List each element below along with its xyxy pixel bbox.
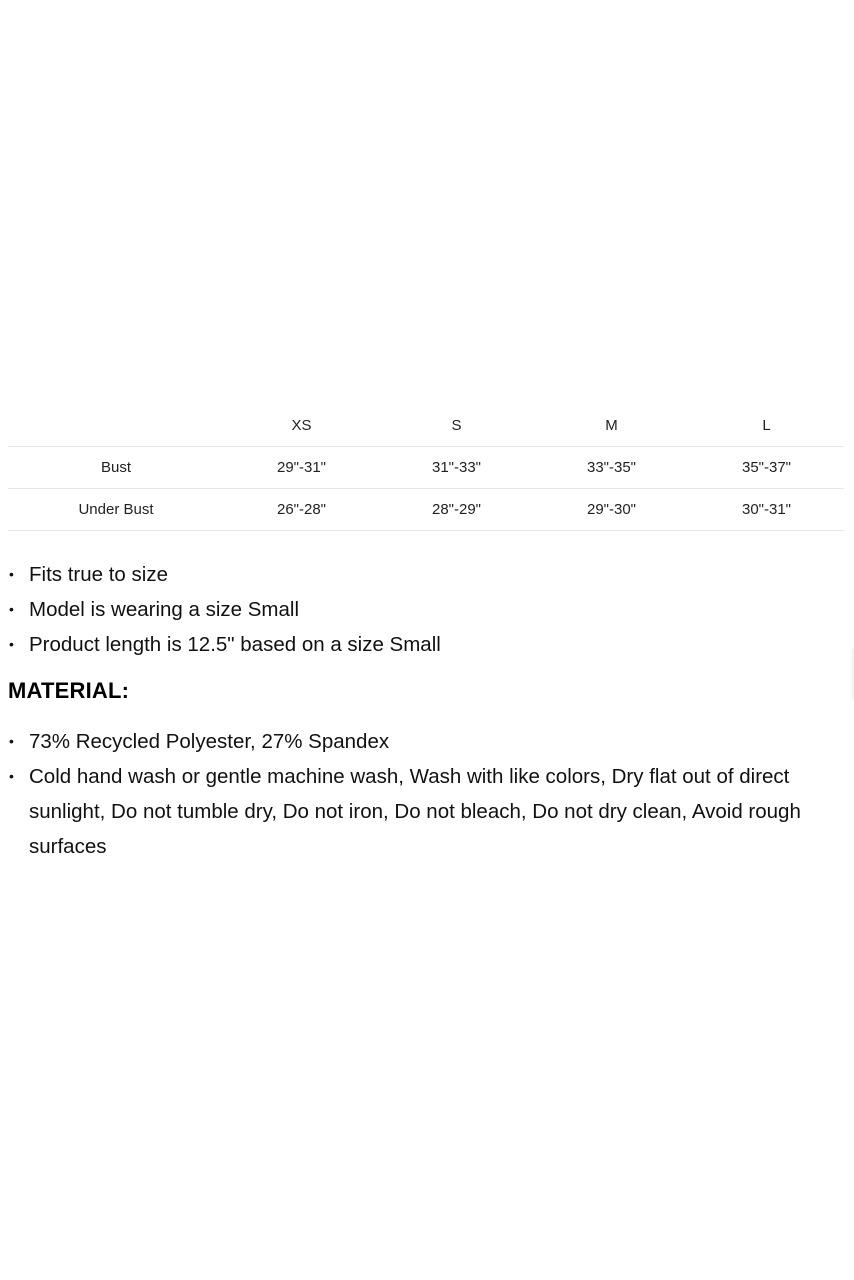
- list-item: [0, 557, 854, 592]
- bullet-icon: •: [9, 768, 14, 784]
- material-heading: MATERIAL:: [8, 678, 130, 703]
- under-bust-m-value: 29"-30": [534, 489, 689, 531]
- size-column-header-xs: XS: [224, 404, 379, 447]
- list-item: [0, 724, 854, 759]
- fit-note-text: Fits true to size: [29, 563, 168, 586]
- list-item: [0, 627, 854, 662]
- size-column-header-s: S: [379, 404, 534, 447]
- list-item: [0, 592, 854, 627]
- bust-l-value: 35"-37": [689, 447, 844, 489]
- bullet-icon: •: [9, 601, 14, 617]
- fit-note-text: Model is wearing a size Small: [29, 598, 300, 621]
- size-column-header-l: L: [689, 404, 844, 447]
- material-item-text: Cold hand wash or gentle machine wash, Wash with like colors, Dry flat out of direct sunlight, Do not tumble dry, Do not iron, Do not bleach, Do not dry clean, Avoid rough surfaces: [29, 765, 801, 858]
- size-column-header-m: M: [534, 404, 689, 447]
- under-bust-s-value: 28"-29": [379, 489, 534, 531]
- bullet-icon: •: [9, 636, 14, 652]
- edge-shadow: [850, 648, 854, 700]
- list-item: [0, 759, 854, 864]
- under-bust-xs-value: 26"-28": [224, 489, 379, 531]
- fit-notes-list: [0, 557, 854, 662]
- material-list: [0, 724, 854, 864]
- bust-s-value: 31"-33": [379, 447, 534, 489]
- table-row: [8, 447, 844, 489]
- bullet-icon: •: [9, 733, 14, 749]
- under-bust-l-value: 30"-31": [689, 489, 844, 531]
- row-label-bust: Bust: [8, 447, 224, 489]
- bust-xs-value: 29"-31": [224, 447, 379, 489]
- size-chart-header-row: [8, 404, 844, 447]
- bullet-icon: •: [9, 566, 14, 582]
- size-chart-table: [8, 404, 844, 531]
- bust-m-value: 33"-35": [534, 447, 689, 489]
- table-row: [8, 489, 844, 531]
- row-label-under-bust: Under Bust: [8, 489, 224, 531]
- material-item-text: 73% Recycled Polyester, 27% Spandex: [29, 730, 390, 753]
- fit-note-text: Product length is 12.5" based on a size Small: [29, 633, 441, 656]
- size-chart-corner-cell: [8, 404, 224, 447]
